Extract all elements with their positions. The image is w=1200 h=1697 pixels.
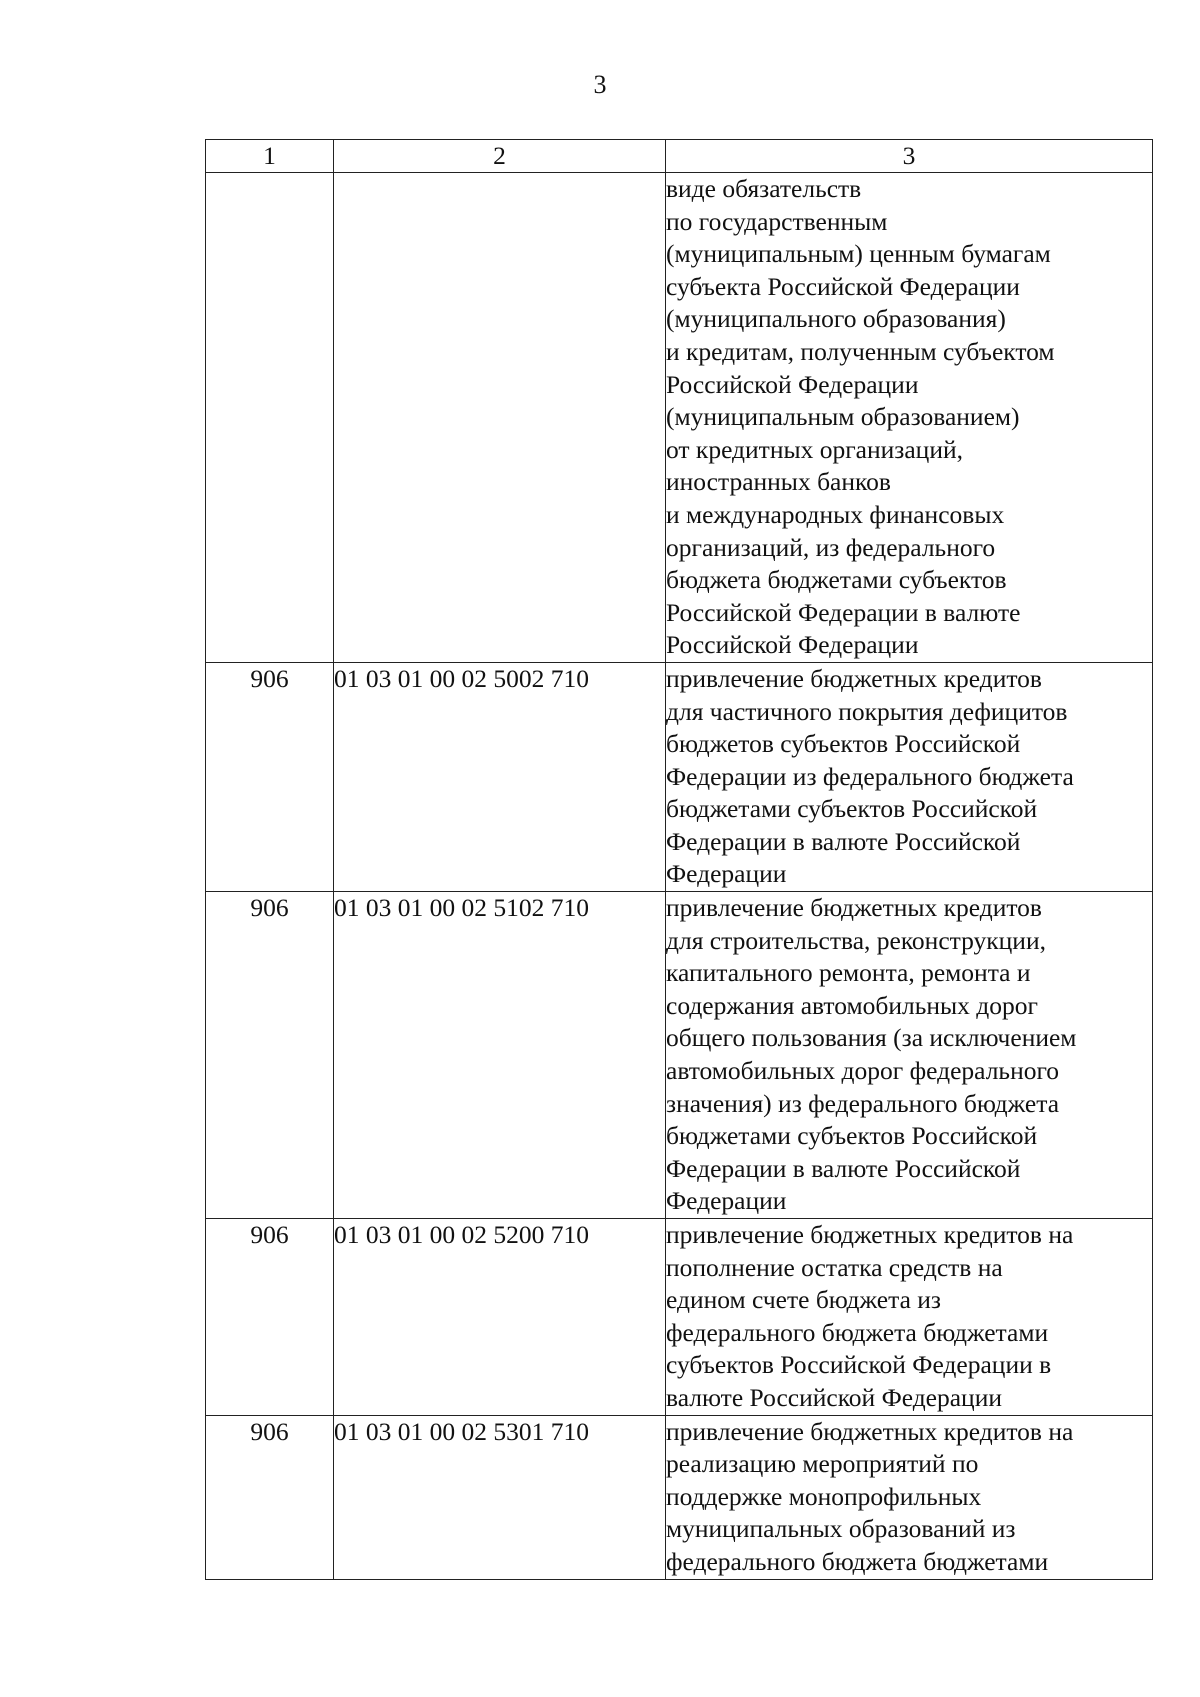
- description-line: Российской Федерации: [666, 369, 919, 399]
- description-line: общего пользования (за исключением: [666, 1023, 1077, 1053]
- description-line: (муниципального образования): [666, 304, 1006, 334]
- description-line: муниципальных образований из: [666, 1514, 1016, 1544]
- admin-code-cell: [206, 173, 334, 663]
- budget-code-cell: 01 03 01 00 02 5002 710: [334, 662, 666, 891]
- table-row: [206, 892, 1153, 1219]
- description-line: и кредитам, полученным субъектом: [666, 336, 1055, 366]
- description-cell: [666, 173, 1153, 663]
- description-line: капитального ремонта, ремонта и: [666, 958, 1031, 988]
- description-line: от кредитных организаций,: [666, 434, 963, 464]
- description-line: федерального бюджета бюджетами: [666, 1317, 1049, 1347]
- table-row: [206, 173, 1153, 663]
- admin-code-cell: 906: [206, 662, 334, 891]
- description-cell: [666, 1219, 1153, 1416]
- table-row: [206, 1219, 1153, 1416]
- table-body: [206, 173, 1153, 1580]
- header-row: [206, 140, 1153, 173]
- description-line: Российской Федерации в валюте: [666, 597, 1021, 627]
- description-line: поддержке монопрофильных: [666, 1481, 982, 1511]
- description-line: привлечение бюджетных кредитов: [666, 663, 1042, 693]
- header-column-3: 3: [666, 140, 1153, 173]
- description-line: (муниципальным образованием): [666, 402, 1020, 432]
- description-line: автомобильных дорог федерального: [666, 1056, 1060, 1086]
- description-line: Федерации в валюте Российской: [666, 826, 1021, 856]
- description-line: значения) из федерального бюджета: [666, 1088, 1060, 1118]
- budget-codes-table: [205, 139, 1153, 1580]
- header-column-1: 1: [206, 140, 334, 173]
- description-line: федерального бюджета бюджетами: [666, 1546, 1049, 1576]
- description-line: бюджета бюджетами субъектов: [666, 565, 1007, 595]
- description-line: бюджетов субъектов Российской: [666, 729, 1021, 759]
- admin-code-cell: 906: [206, 1219, 334, 1416]
- description-line: Федерации: [666, 1186, 787, 1216]
- description-line: для частичного покрытия дефицитов: [666, 696, 1068, 726]
- budget-code-cell: 01 03 01 00 02 5200 710: [334, 1219, 666, 1416]
- admin-code-cell: 906: [206, 892, 334, 1219]
- description-line: бюджетами субъектов Российской: [666, 1121, 1038, 1151]
- description-line: реализацию мероприятий по: [666, 1449, 979, 1479]
- description-line: иностранных банков: [666, 467, 891, 497]
- description-cell: [666, 662, 1153, 891]
- budget-code-cell: [334, 173, 666, 663]
- header-column-2: 2: [334, 140, 666, 173]
- description-line: привлечение бюджетных кредитов на: [666, 1220, 1074, 1249]
- description-line: для строительства, реконструкции,: [666, 925, 1046, 955]
- table-header: [206, 140, 1153, 173]
- description-line: валюте Российской Федерации: [666, 1382, 1002, 1412]
- table-row: [206, 662, 1153, 891]
- page-number: 3: [593, 70, 607, 99]
- description-line: пополнение остатка средств на: [666, 1252, 1003, 1282]
- description-cell: [666, 1415, 1153, 1579]
- description-line: содержания автомобильных дорог: [666, 990, 1038, 1020]
- description-line: по государственным: [666, 206, 888, 236]
- table-row: [206, 1415, 1153, 1579]
- description-line: субъектов Российской Федерации в: [666, 1350, 1052, 1380]
- description-line: привлечение бюджетных кредитов на: [666, 1416, 1074, 1446]
- description-line: организаций, из федерального: [666, 532, 996, 562]
- description-line: едином счете бюджета из: [666, 1285, 941, 1315]
- description-line: привлечение бюджетных кредитов: [666, 893, 1042, 923]
- description-line: Федерации в валюте Российской: [666, 1153, 1021, 1183]
- description-line: Федерации из федерального бюджета: [666, 761, 1074, 791]
- description-line: виде обязательств: [666, 174, 862, 203]
- budget-code-cell: 01 03 01 00 02 5102 710: [334, 892, 666, 1219]
- description-line: субъекта Российской Федерации: [666, 271, 1020, 301]
- description-line: бюджетами субъектов Российской: [666, 794, 1038, 824]
- admin-code-cell: 906: [206, 1415, 334, 1579]
- description-cell: [666, 892, 1153, 1219]
- budget-code-cell: 01 03 01 00 02 5301 710: [334, 1415, 666, 1579]
- description-line: (муниципальным) ценным бумагам: [666, 239, 1051, 269]
- description-line: Российской Федерации: [666, 630, 919, 660]
- description-line: Федерации: [666, 859, 787, 889]
- description-line: и международных финансовых: [666, 499, 1005, 529]
